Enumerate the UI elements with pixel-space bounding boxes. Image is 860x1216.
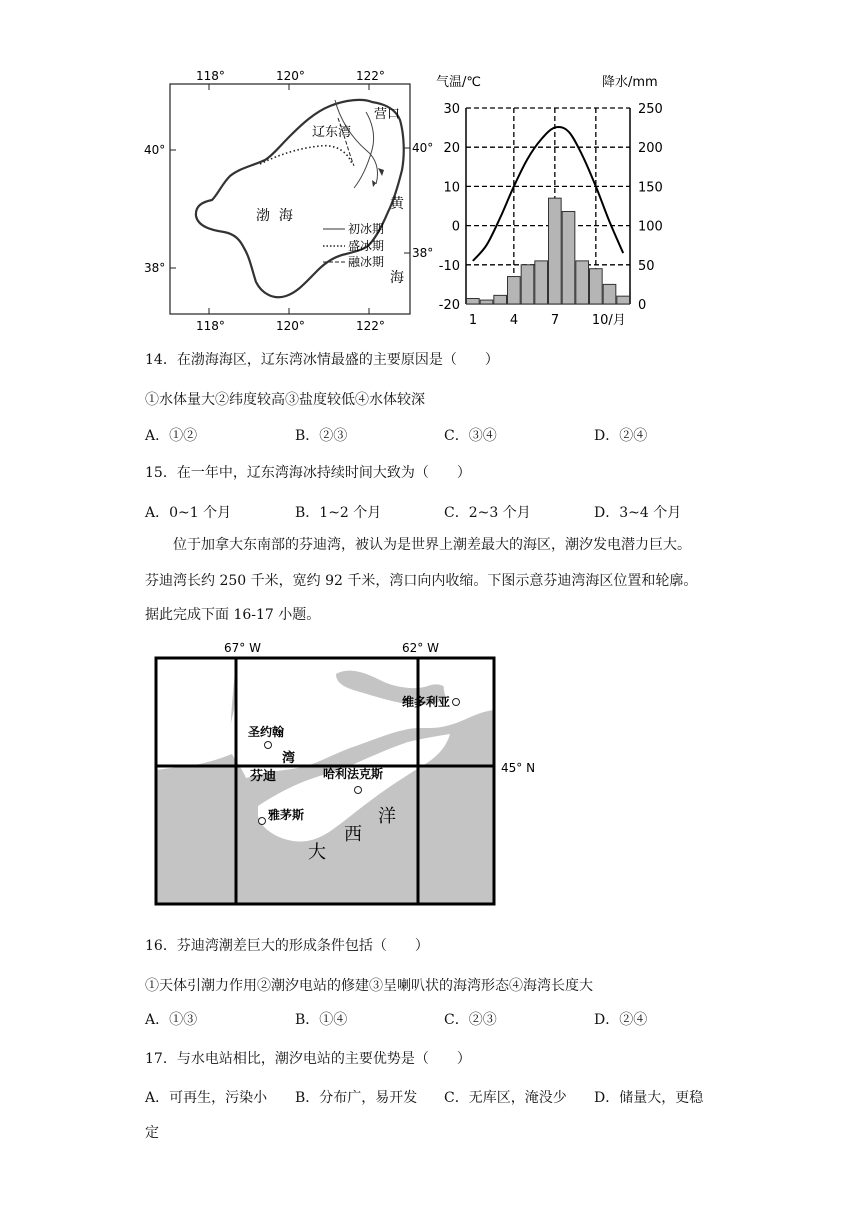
q15-option-d[interactable]: D．3~4 个月 xyxy=(594,505,682,521)
liaodong-bay-label: 辽东湾 xyxy=(312,125,352,140)
month-tick-label: 7 xyxy=(550,313,560,328)
legend-initial: 初冰期 xyxy=(348,222,385,236)
temp-tick-label: -20 xyxy=(438,298,460,313)
q17-stem: 17．与水电站相比，潮汐电站的主要优势是（ ） xyxy=(145,1051,471,1067)
q15-stem: 15．在一年中，辽东湾海冰持续时间大致为（ ） xyxy=(145,465,471,481)
q17-option-d[interactable]: D．储量大，更稳 xyxy=(594,1090,704,1106)
lon-label-118-top: 118° xyxy=(196,69,225,83)
lat-label-38-left: 38° xyxy=(144,261,166,275)
bohai-ice-map xyxy=(140,60,434,340)
lon-label-122-top: 122° xyxy=(356,69,385,83)
ocean-char-xi: 西 xyxy=(344,824,362,845)
lat-label-40-right: 40° xyxy=(412,141,434,155)
q14-option-d[interactable]: D．②④ xyxy=(594,428,648,444)
precip-bar xyxy=(576,261,589,304)
precip-bar xyxy=(562,211,575,304)
fundy-label: 芬迪 xyxy=(250,769,277,784)
q17-option-d-continuation: 定 xyxy=(145,1125,159,1141)
q14-items: ①水体量大②纬度较高③盐度较低④水体较深 xyxy=(145,392,425,408)
precip-bar xyxy=(590,269,603,304)
lat-label-45n: 45° N xyxy=(501,761,536,775)
q14-option-c[interactable]: C．③④ xyxy=(444,428,497,444)
temp-tick-label: 30 xyxy=(443,102,460,117)
legend-peak: 盛冰期 xyxy=(348,239,385,253)
lat-label-38-right: 38° xyxy=(412,246,434,260)
precip-bar xyxy=(494,295,507,304)
q15-option-c[interactable]: C．2~3 个月 xyxy=(444,505,531,521)
lon-label-120-bottom: 120° xyxy=(276,319,305,333)
passage-line-2: 芬迪湾长约 250 千米，宽约 92 千米，湾口向内收缩。下图示意芬迪湾海区位置和轮廓。 xyxy=(145,573,698,589)
q16-option-b[interactable]: B．①④ xyxy=(295,1012,348,1028)
ocean-char-da: 大 xyxy=(308,842,326,863)
q15-option-b[interactable]: B．1~2 个月 xyxy=(295,505,382,521)
precip-bar xyxy=(508,277,521,304)
lon-label-62w: 62° W xyxy=(402,641,439,655)
halifax-label: 哈利法克斯 xyxy=(323,767,384,781)
precip-tick-label: 150 xyxy=(638,180,663,196)
lon-label-122-bottom: 122° xyxy=(356,319,385,333)
saint-john-label: 圣约翰 xyxy=(248,725,285,739)
precip-bar xyxy=(603,284,616,304)
precip-bar xyxy=(535,261,548,304)
bay-char-label: 湾 xyxy=(282,751,296,766)
q17-option-b[interactable]: B．分布广，易开发 xyxy=(295,1090,418,1106)
q16-stem: 16．芬迪湾潮差巨大的形成条件包括（ ） xyxy=(145,938,429,954)
month-tick-label: 1 xyxy=(468,313,478,328)
precip-bar xyxy=(617,296,630,304)
hai-label: 海 xyxy=(390,270,404,286)
temp-tick-label: -10 xyxy=(438,258,460,274)
temp-tick-label: 0 xyxy=(451,219,460,235)
precip-tick-label: 0 xyxy=(638,298,647,313)
lon-label-67w: 67° W xyxy=(224,641,261,655)
q16-option-c[interactable]: C．②③ xyxy=(444,1012,497,1028)
fundy-bay-map xyxy=(146,630,556,920)
temp-tick-label: 10 xyxy=(443,180,460,196)
precip-tick-label: 200 xyxy=(638,141,663,157)
bohai-label: 渤 海 xyxy=(256,208,293,224)
month-tick-label: 10/月 xyxy=(591,313,626,328)
climate-chart xyxy=(430,68,670,340)
legend-melt: 融冰期 xyxy=(348,255,385,269)
huang-label: 黄 xyxy=(390,196,404,212)
q14-stem: 14．在渤海海区，辽东湾冰情最盛的主要原因是（ ） xyxy=(145,352,499,368)
q16-option-a[interactable]: A．①③ xyxy=(145,1012,198,1028)
victoria-label: 维多利亚 xyxy=(402,695,451,709)
q17-option-c[interactable]: C．无库区，淹没少 xyxy=(444,1090,567,1106)
temp-axis-title: 气温/℃ xyxy=(436,75,481,90)
q14-option-b[interactable]: B．②③ xyxy=(295,428,348,444)
precip-bar xyxy=(467,299,480,304)
precip-bar xyxy=(480,300,493,304)
precip-bar xyxy=(521,265,534,304)
yarmouth-label: 雅茅斯 xyxy=(268,808,305,822)
precip-axis-title: 降水/mm xyxy=(602,75,658,90)
q16-option-d[interactable]: D．②④ xyxy=(594,1012,648,1028)
precip-tick-label: 100 xyxy=(638,219,663,235)
precip-tick-label: 250 xyxy=(638,102,663,117)
lon-label-120-top: 120° xyxy=(276,69,305,83)
month-tick-label: 4 xyxy=(509,313,519,328)
passage-line-3: 据此完成下面 16-17 小题。 xyxy=(145,607,321,623)
temp-tick-label: 20 xyxy=(443,141,460,157)
yingkou-label: 营口 xyxy=(374,107,401,122)
lon-label-118-bottom: 118° xyxy=(196,319,225,333)
q16-items: ①天体引潮力作用②潮汐电站的修建③呈喇叭状的海湾形态④海湾长度大 xyxy=(145,978,593,994)
q17-option-a[interactable]: A．可再生，污染小 xyxy=(145,1090,268,1106)
q15-option-a[interactable]: A．0~1 个月 xyxy=(145,505,232,521)
passage-line-1: 位于加拿大东南部的芬迪湾，被认为是世界上潮差最大的海区，潮汐发电潜力巨大。 xyxy=(173,537,691,553)
precip-tick-label: 50 xyxy=(638,258,655,274)
ocean-char-yang: 洋 xyxy=(378,806,396,827)
q14-option-a[interactable]: A．①② xyxy=(145,428,198,444)
precip-bar xyxy=(549,198,562,304)
lat-label-40-left: 40° xyxy=(144,143,166,157)
